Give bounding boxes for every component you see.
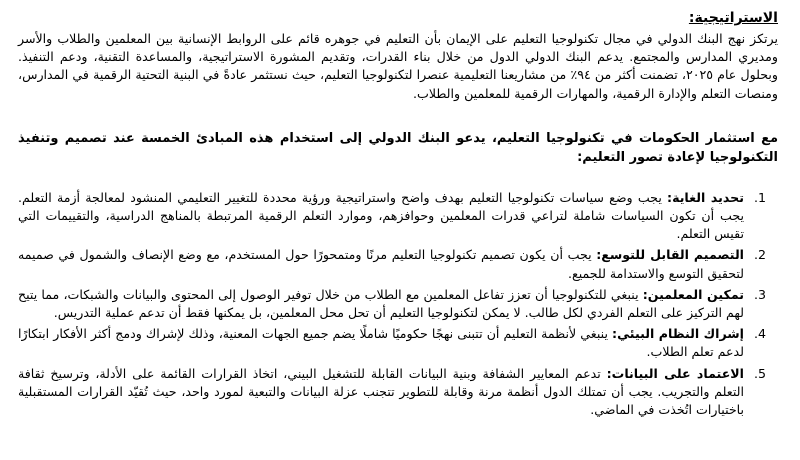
principle-number: .2	[754, 247, 767, 263]
principles-list	[18, 189, 778, 419]
principle-label: الاعتماد على البيانات:	[606, 365, 744, 381]
principle-number: .1	[754, 189, 767, 205]
section-heading: الاستراتيجية:	[688, 10, 778, 26]
principle-text: تدعم المعايير الشفافة وبنية البيانات القابلة للتشغيل البيني، اتخاذ القرارات القائمة على الأدلة، وترسيخ ثقافة التعلم والتجريب. يجب أن تمتلك الدول أنظمة مرنة وقابلة للتطوير تتجنب عزلة البيانات والتبعية لمورد واحد، حيث تُقيّد القرارات المستقبلية باختيارات اتُخذت في الماضي.	[18, 365, 744, 418]
principle-label: تمكين المعلمين:	[642, 286, 744, 302]
principle-item	[18, 189, 778, 244]
principle-label: إشراك النظام البيئي:	[612, 326, 744, 342]
strategy-paragraph: يرتكز نهج البنك الدولي في مجال تكنولوجيا التعليم على الإيمان بأن التعليم في جوهره قائم على الروابط الإنسانية بين المعلمين والطلاب والأسر ومديري المدارس والمجتمع. يدعم البنك الدولي الدول من خلال بناء القدرات، وتقديم المشورة الاستراتيجية، والمساعدة التقنية، ودعم التنفيذ. وبحلول عام ٢٠٢٥، تضمنت أكثر من ٩٤٪ من مشاريعنا التعليمية عنصرا لتكنولوجيا التعليم، حيث نستثمر عادةً في البنية التحتية الرقمية في المدارس، ومنصات التعلم والإدارة الرقمية، والمهارات الرقمية للمعلمين والطلاب.	[18, 31, 779, 101]
principle-label: التصميم القابل للتوسع:	[596, 247, 744, 263]
principle-text: ينبغي لأنظمة التعليم أن تتبنى نهجًا حكوميًا شاملًا يضم جميع الجهات المعنية، وذلك لإشراك ودمج أكثر الأفكار ابتكارًا لدعم تعلم الطلاب.	[18, 326, 744, 360]
principle-item	[18, 286, 778, 322]
principle-text: يجب أن يكون تصميم تكنولوجيا التعليم مرنًا ومتمحورًا حول المستخدم، مع وضع الإنصاف والشمول في صميمه لتحقيق التوسع والاستدامة للجميع.	[18, 247, 744, 281]
principle-number: .4	[754, 326, 767, 342]
principle-item	[18, 246, 778, 282]
principle-item	[18, 325, 778, 361]
principle-number: .3	[754, 286, 767, 302]
principles-intro: مع استثمار الحكومات في تكنولوجيا التعليم، يدعو البنك الدولي إلى استخدام هذه المبادئ الخمسة عند تصميم وتنفيذ التكنولوجيا لإعادة تصور التعليم:	[18, 130, 778, 165]
principle-item	[18, 365, 778, 420]
principle-text: يجب وضع سياسات تكنولوجيا التعليم بهدف واضح واستراتيجية ورؤية محددة للتغيير التعليمي المنشود لمعالجة أزمة التعلم. يجب أن تكون السياسات شاملة لتراعي قدرات المعلمين وحوافزهم، وموارد التعلم الرقمية المرتبطة بالمناهج الدراسية، والتقييمات التي تقيس التعلم.	[18, 189, 744, 242]
principle-label: تحديد الغاية:	[667, 189, 744, 205]
principle-text: ينبغي للتكنولوجيا أن تعزز تفاعل المعلمين مع الطلاب من خلال توفير الوصول إلى المحتوى والبيانات والشبكات، مما يتيح لهم التركيز على التعلم الفردي لكل طالب. لا يمكن لتكنولوجيا التعليم أن تحل محل المعلمين، بل يمكنها فقط أن تدعم عملية التدريس.	[18, 286, 744, 321]
principle-number: .5	[754, 365, 767, 381]
